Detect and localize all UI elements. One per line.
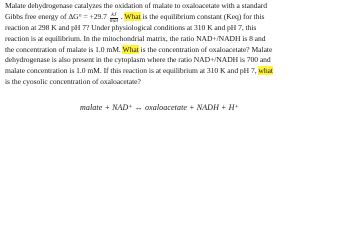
text-line-2 [5,12,347,23]
unit-denominator: mol [109,17,118,24]
highlighted-question-word: what [258,66,273,76]
unit-numerator: kJ [111,11,117,18]
text-line-8: is the cyosolic concentration of oxaloacetate? [5,77,141,87]
line-7-start: malate concentration is 1.0 mM. If this reaction is at equilibrium at 310 K and pH 7, [5,66,259,76]
text-line-4: reaction is at equilibrium. In the mitochondrial matrix, the ratio NAD+/NADH is 8 and [5,33,266,43]
problem-text [5,1,347,88]
line-5-rest: is the concentration of oxaloacetate? Malate [138,44,273,54]
line-5-start: the concentration of malate is 1.0 mM. [5,44,123,54]
text-line-3: reaction at 298 K and pH 7? Under physiological conditions at 310 K and pH 7, this [5,22,257,32]
gibbs-label: Gibbs free energy of ΔG° [5,11,82,21]
line-2-rest: is the equilibrium constant (Keq) for this [140,11,265,21]
reaction-equation: malate + NAD⁺ ↔ oxaloacetate + NADH + H⁺ [80,103,239,112]
highlighted-question-word: What [122,44,139,54]
text-line-1: Malate dehydrogenase catalyzes the oxidation of malate to oxaloacetate with a standard [5,1,268,10]
text-line-7 [5,66,347,77]
text-line-5 [5,45,347,56]
text-line-6: dehydrogenase is also present in the cytoplasm where the ratio NAD+/NADH is 700 and [5,55,271,65]
sentence-period: . [118,11,125,21]
gibbs-value: = +29.7 [81,11,109,21]
highlighted-question-word: What [124,11,141,21]
